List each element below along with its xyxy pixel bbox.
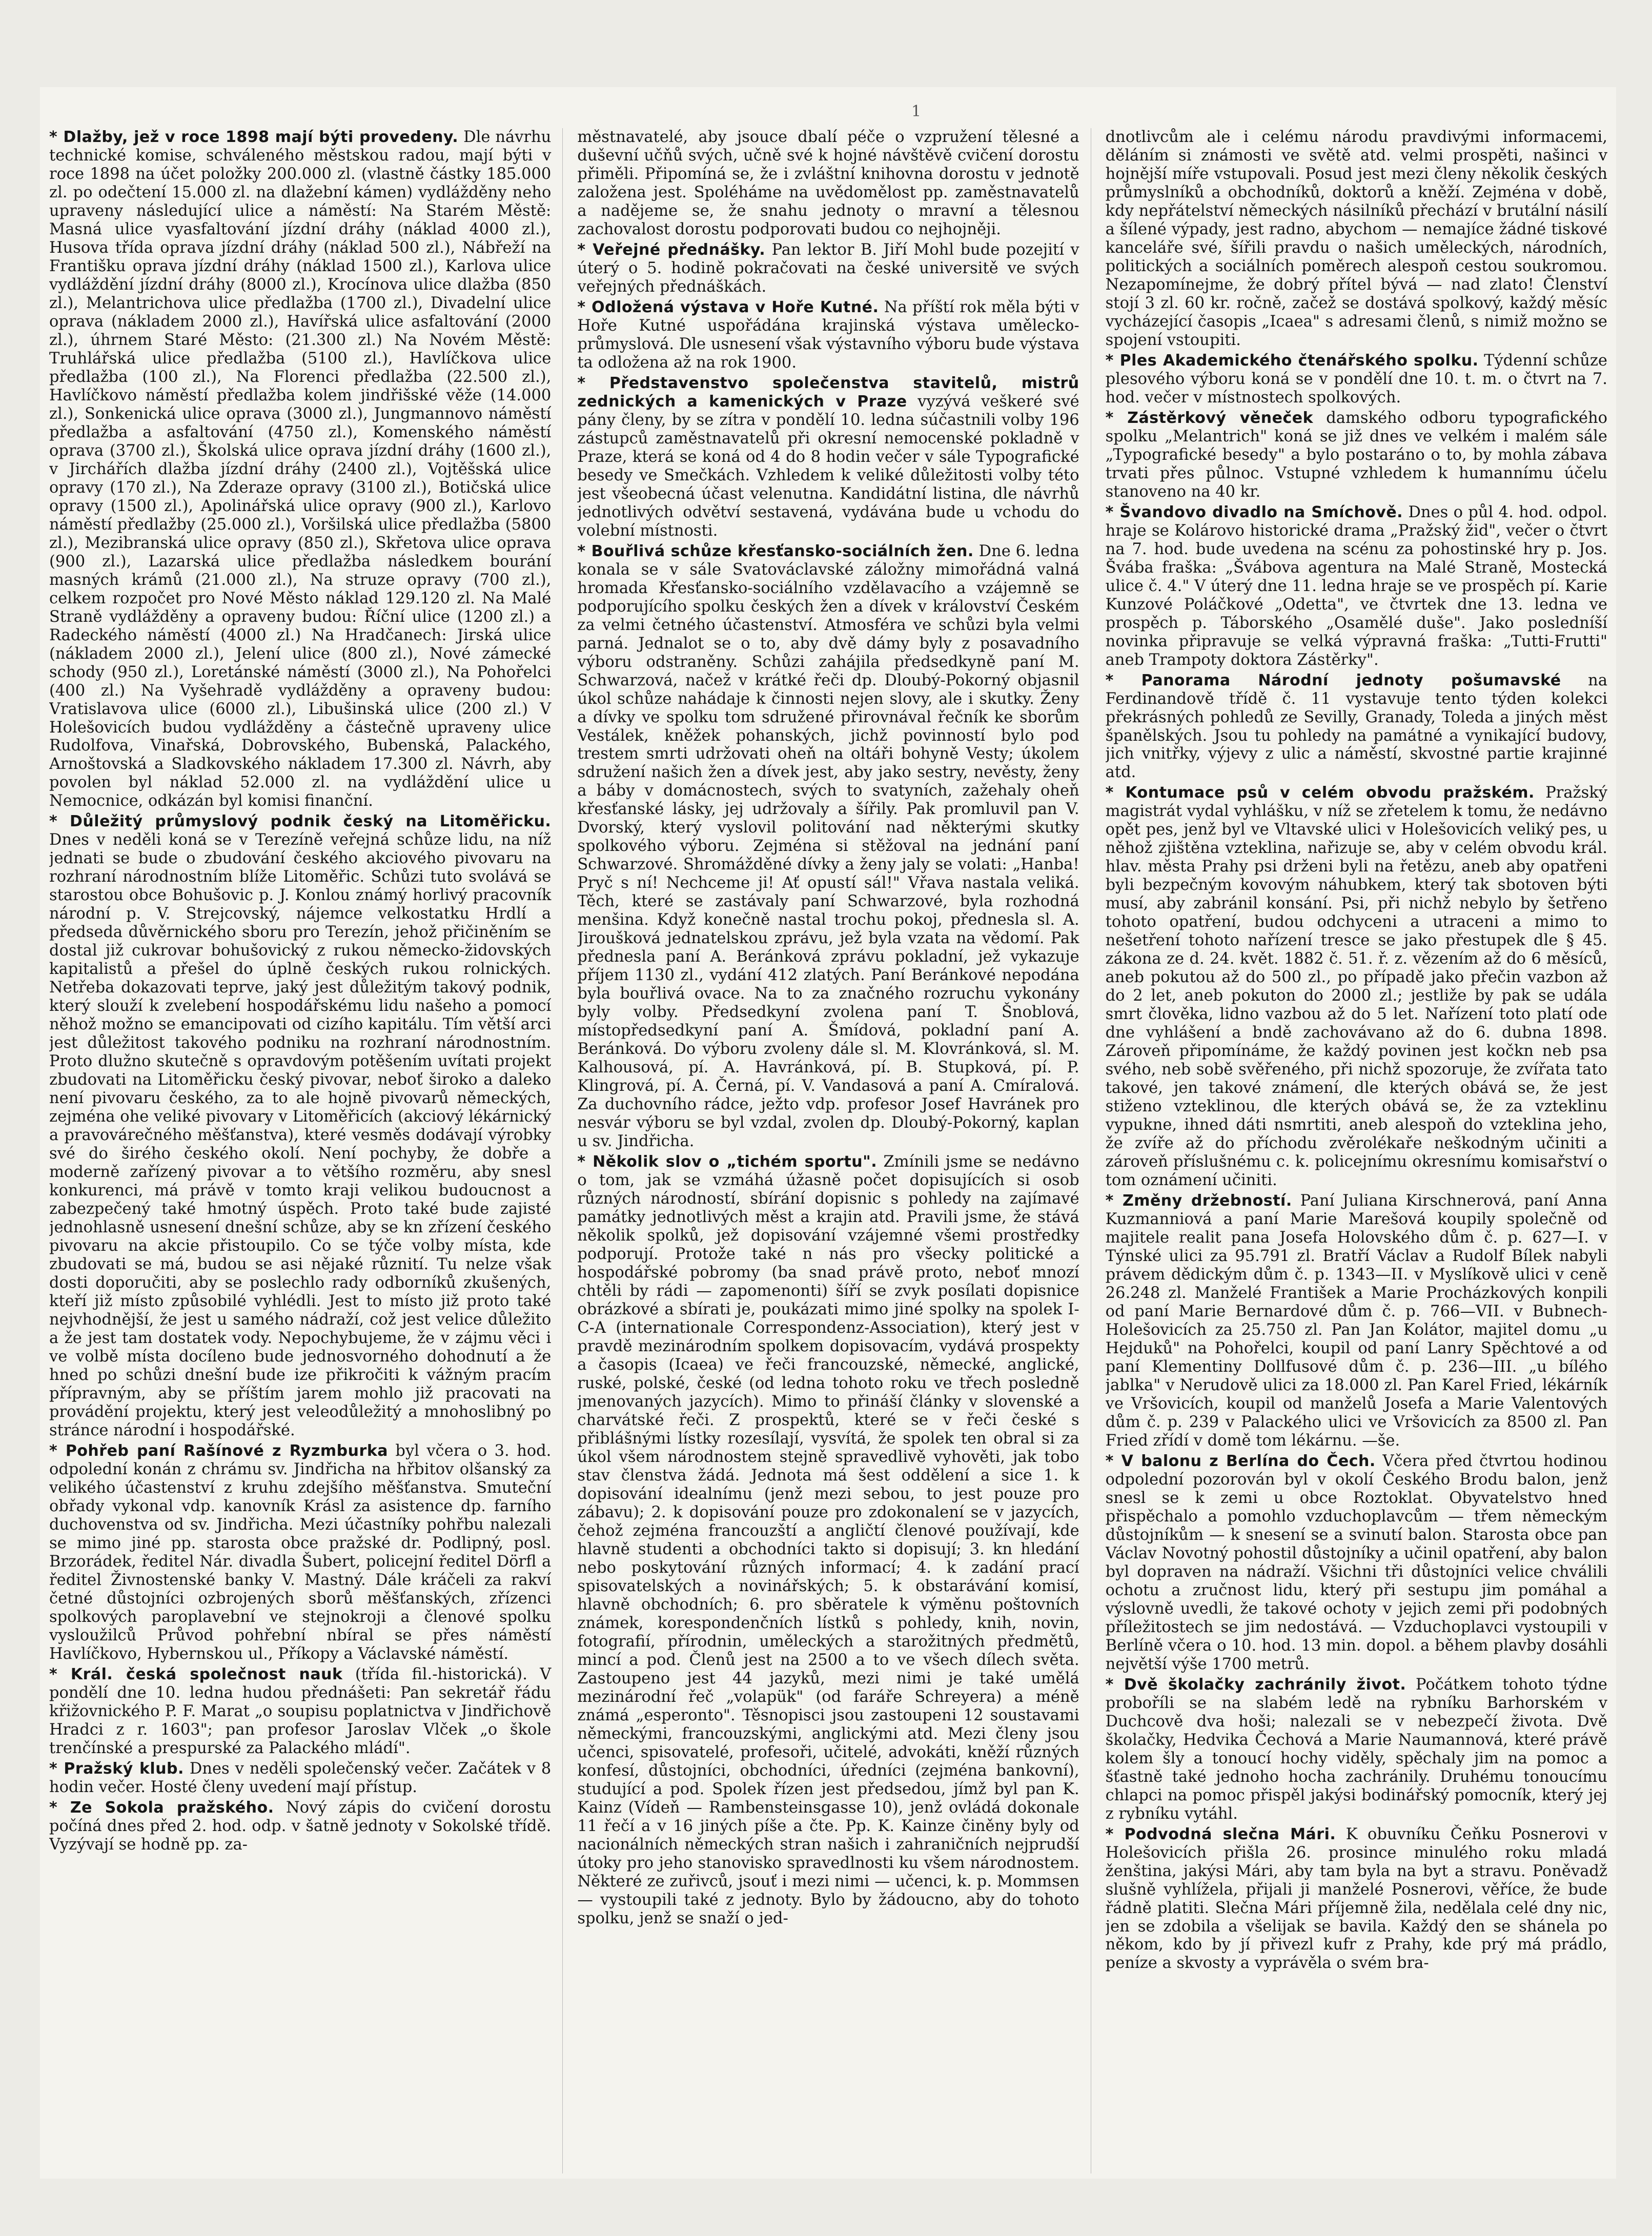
article	[1106, 352, 1607, 407]
article-body: Dne 6. ledna konala se v sále Svatováclavské záložny mimořádná valná hromada Křesťansko-sociálního vzdělavacího a vzájemně se podporujícího spolku českých žen a dívek v království Českém za velmi četného účastenství. Atmosféra ve schůzi byla velmi parná. Jednalot se o to, aby dvě dámy byly z posavadního výboru odstraněny. Schůzi zahájila předsedkyně paní M. Schwarzová, načež v krátké řeči dp. Dloubý-Pokorný objasnil úkol schůze nahádaje k činnosti nejen slovy, ale i skutky. Ženy a dívky ve spolku tom sdružené přirovnával řečník ke sborům Vestálek, kněžek pohanských, jichž povinností bylo pod trestem smrti udržovati oheň na oltáři bohyně Vesty; úkolem sdružení našich žen a dívek jest, aby jako sestry, nevěsty, ženy a báby v domácnostech, svých to svatyních, zažehaly oheň křesťanské lásky, jej udržovaly a šířily. Pak promluvil pan V. Dvorský, který vyslovil politování nad některými skutky spolkového výboru. Zejména si stěžoval na jednání paní Schwarzové. Shromážděné dívky a ženy jaly se volati: „Hanba! Pryč s ní! Nechceme ji! Ať opustí sál!" Vřava nastala veliká. Těch, které se zastávaly paní Schwarzové, byla rozhodná menšina. Když konečně nastal trochu pokoj, přednesla sl. A. Jiroušková jednatelskou zprávu, jež byla vzata na vědomí. Pak přednesla paní A. Beránková zprávu pokladní, jež vykazuje příjem 1130 zl., vydání 412 zlatých. Paní Beránkové nepodána byla bouřlivá ovace. Na to za značného rozruchu vykonány byly volby. Předsedkyní zvolena paní T. Šnoblová, místopředsedkyní paní A. Šmídová, pokladní paní A. Beránková. Do výboru zvoleny dále sl. M. Klovránková, sl. M. Kalhousová, pí. A. Havránková, pí. B. Stupková, pí. P. Klingrová, pí. A. Černá, pí. V. Vandasová a paní A. Cmíralová. Za duchovního rádce, ježto vdp. profesor Josef Havránek pro nesvár výboru se byl vzdal, zvolen dp. Dloubý-Pokorný, kaplan u sv. Jindřicha.	[577, 542, 1079, 1151]
article-body: městnavatelé, aby jsouce dbalí péče o vzpružení tělesné a duševní učňů svých, učně své k hojné návštěvě cvičení dorostu přiměli. Připomíná se, že i zvláštní knihovna dorostu v jednotě založena jest. Spoléháme na uvědomělost pp. zaměstnavatelů a nadějeme se, že snahu jednoty o mravní a tělesnou zachovalost dorostu podporovati budou co nejhojněji.	[577, 128, 1079, 238]
article-headline: * Švandovo divadlo na Smíchově.	[1105, 503, 1403, 521]
article-body: K obuvníku Čeňku Posnerovi v Holešovicích přišla 26. prosince minulého roku mladá ženština, jakýsi Mári, aby tam byla na byt a stravu. Poněvadž slušně vyhlížela, přijali ji manželé Posnerovi, věříce, že bude řádně platiti. Slečna Mári příjemně žila, nedělala celé dny nic, jen se zdobila a všelijak se bavila. Každý den se shánela po někom, kdo by jí přivezl kufr z Prahy, kde prý má prádlo, peníze a skvosty a vyprávěla o svém bra-	[1105, 1825, 1607, 1973]
article-body: Zmínili jsme se nedávno o tom, jak se vzmáhá úžasně počet dopisujících si osob různých národností, sbírání dopisnic s pohledy na zajímavé památky jednotlivých měst a krajin atd. Pravili jsme, že stává několik spolků, jež dopisování vzájemné všemi prostředky podporují. Protože také n nás pro všecky politické a hospodářské pobromy (ba snad právě proto, neboť mnozí chtěli by rádi — zapomenonti) šíří se zvyk posílati dopisnice obrázkové a sbírati je, poukázati mimo jiné spolky na spolek I-C-A (internationale Correspondenz-Association), který jest v pravdě mezinárodním spolkem dopisovacím, vydává prospekty a časopis (Icaea) ve řeči francouzské, německé, anglické, ruské, polské, české (od ledna tohoto roku ve třech posledně jmenovaných jazycích). Mimo to přináší články v slovenské a charvátské řeči. Z prospektů, které se v řeči české s přiblášnými lístky rozesílají, vysvítá, že spolek ten obral si za úkol všem národnostem stejně spravedlivě vyhověti, jak tobo stav členstva žádá. Jednota má šest oddělení a sice 1. k dopisování idealnímu (jenž mezi sebou, to jest pouze pro zábavu); 2. k dopisování pouze pro zdokonalení se v jazycích, čehož zejména francouzští a angličtí členové používají, kde hlavně studenti a obchodníci takto si dopisují; 3. kn hledání nebo poskytování různých informací; 4. k zadání prací spisovatelských a novinářských; 5. k obstarávání komisí, hlavně obchodních; 6. pro sběratele k výměnu poštovních známek, korespondenčních lístků s pohledy, knih, novin, fotografií, přírodnin, uměleckých a starožitných předmětů, mincí a pod. Členů jest na 2500 a to ve všech dílech světa. Zastoupeno jest 44 jazyků, mezi nimi je také umělá mezinárodní řeč „volapük" (od faráře Schreyera) a méně známá „esperonto". Těsnopisci jsou zastoupeni 12 soustavami německými, francouzskými, anglickými atd. Mezi členy jsou učenci, spisovatelé, profesoři, učitelé, advokáti, kněží různých konfesí, důstojníci, obchodníci, úředníci (zejména bankovní), studující a pod. Spolek řízen jest předsedou, jímž byl pan K. Kainz (Vídeň — Rambensteinsgasse 10), jenž ovládá dokonale 11 řečí a v 16 jiných píše a čte. Pp. K. Kainze činěny byly od nacionálních německých stran našich i zahraničních nejprudší útoky pro jeho stanovisko spravedlnosti ku všem národnostem. Některé ze zuřivců, jsouť i mezi nimi — učenci, k. p. Mommsen — vystoupili také z jednoty. Bylo by žádoucno, aby do tohoto spolku, jenž se snaží o jed-	[577, 1153, 1079, 1927]
article-body: Pan lektor B. Jiří Mohl bude pozejití v úterý o 5. hodině pokračovati na české universitě ve svých veřejných přednáškách.	[577, 240, 1079, 296]
article-headline: * Veřejné přednášky.	[577, 240, 766, 259]
article	[1106, 784, 1607, 1190]
column-3	[1106, 128, 1607, 2173]
article-body: Pražský magistrát vydal vyhlášku, v níž se zřetelem k tomu, že nedávno opět pes, jenž byl ve Vltavské ulici v Holešovicích veliký pes, u něhož zjištěna vzteklina, nařizuje se, aby v celém obvodu král. hlav. města Prahy psi drženi byli na řetězu, aneb aby opatřeni byli bezpečným kovovým náhubkem, který tak sbotoven býti musí, aby zabránil konsání. Psi, při nichž nebylo by šetřeno tohoto opatření, budou odchyceni a utraceni a mimo to nešetření tohoto nařízení tresce se jako přestupek dle § 45. zákona ze d. 24. květ. 1882 č. 51. ř. z. vězením až do 6 měsíců, aneb pokutou až do 500 zl., po případě jako přečin vazbon až do 2 let, aneb pokuton do 2000 zl.; jestliže by pak se udála smrt člověka, lidno vazbou až do 5 let. Nařízení toto platí ode dne vyhlášení a bndě zachovávano až do 6. dubna 1898. Zároveň připomínáme, že každý povinen jest kočkn neb psa svého, neb sobě svěřeného, při nichž spozoruje, že zvířata tato takové, jen takové známení, dle kterých obává se, že jest stiženo vzteklinou, dle kterých obává se, že za vzteklinu vypukne, ihned dáti nsmrtiti, aneb alespoň do vzteklina jeho, že zvíře až do příchodu zvěrolékaře neškodným učiniti a zároveň příslušnému c. k. policejnímu okresnímu komisařství o tom oznámení učiniti.	[1105, 784, 1607, 1190]
article	[49, 812, 551, 1439]
article	[577, 374, 1079, 540]
article-body: byl včera o 3. hod. odpolední konán z chrámu sv. Jindřicha na hřbitov olšanský za velikého účastenství z kruhu zdejšího měšťanstva. Smuteční obřady vykonal vdp. kanovník Krásl za asistence dp. farního duchovenstva od sv. Jindřicha. Mezi účastníky pohřbu nalezali se mimo jiné pp. starosta obce pražské dr. Podlipný, posl. Brzorádek, ředitel Nár. divadla Šubert, policejní ředitel Dörfl a ředitel Živnostenské banky V. Mastný. Dále kráčeli za rakví četné důstojníci ozbrojených sborů měšťanských, zřízenci spolkových paroplavební ve stejnokroji a členové spolku vysloužilců Průvod pohřební nbíral se přes náměstí Havlíčkovo, Hybernskou ul., Příkopy a Václavské náměstí.	[49, 1441, 552, 1663]
article-headline: * V balonu z Berlína do Čech.	[1105, 1452, 1376, 1470]
article-headline: * Změny držebností.	[1105, 1192, 1292, 1210]
article	[577, 128, 1079, 239]
article-headline: * Ples Akademického čtenářského spolku.	[1105, 351, 1479, 370]
article	[577, 241, 1079, 296]
article	[1106, 1452, 1607, 1674]
article-headline: * Pražský klub.	[49, 1759, 184, 1778]
article-body: na Ferdinandově třídě č. 11 vystavuje tento týden kolekci překrásných pohledů ze Sevilly, Granady, Toleda a jiných měst španělských. Jsou tu pohledy na památné a vynikající budovy, jich vnitřky, výjevy z ulic a náměstí, skvostné partie krajinné atd.	[1105, 671, 1607, 782]
article-headline: * Odložená výstava v Hoře Kutné.	[577, 298, 879, 316]
page-mark: 1	[911, 103, 922, 120]
article-body: Na příští rok měla býti v Hoře Kutné uspořádána krajinská výstava umělecko-průmyslová. Dle usnesení však výstavního výboru bude výstava ta odložena až na rok 1900.	[577, 298, 1079, 372]
article	[49, 1442, 551, 1663]
article-headline: * Bouřlivá schůze křesťansko-sociálních žen.	[577, 542, 974, 560]
article-body: Včera před čtvrtou hodinou odpolední pozorován byl v okolí Českého Brodu balon, jenž snesl se k zemi u obce Roztoklat. Obyvatelstvo hned přispěchalo a pomohlo vzduchoplavcům — třem německým důstojníkům — k snesení se a svinutí balon. Starosta obce pan Václav Novotný pohostil důstojníky a učinil opatření, aby balon byl dopraven na nádraží. Všichni tři důstojníci velice chválili ochotu a zručnost lidu, který při sestupu jim pomáhal a výslovně uvedli, že takové ochoty v jejich zemi při podobných příležitostech se jim nedostává. — Vzduchoplavci vystoupili v Berlíně včera o 10. hod. 13 min. dopol. a během plavby dosáhli největší výše 1700 metrů.	[1105, 1452, 1607, 1673]
article-headline: * Podvodná slečna Mári.	[1105, 1825, 1336, 1843]
article	[49, 1760, 551, 1797]
article-headline: * Kontumace psů v celém obvodu pražském.	[1105, 784, 1535, 802]
newspaper-page	[40, 87, 1616, 2179]
columns-container	[49, 128, 1607, 2173]
article-body: Nový zápis do cvičení dorostu počíná dnes před 2. hod. odp. v šatně jednoty v Sokolské třídě. Vyzývají se hodně pp. za-	[49, 1798, 552, 1854]
article	[1106, 503, 1607, 669]
article-body: Dnes v neděli koná se v Terezíně veřejná schůze lidu, na níž jednati se bude o zbudování českého akciového pivovaru na rozhraní národnostním blíže Litoměřic. Schůzi tuto svolává se starostou obce Bohušovic p. J. Konlou známý horlivý pracovník národní p. V. Strejcovský, nájemce velkostatku Hrdlí a předseda důvěrnického sboru pro Terezín, jehož přičiněním se dostal již cukrovar bohušovický z rukou německo-židovských kapitalistů a přešel do úplně českých rukou rolnických. Netřeba dokazovati teprve, jaký jest důležitým takový podnik, který slouží k zvelebení hospodářskému lidu našeho a pomocí něhož možno se emancipovati od cizího kapitálu. Tím větší arci jest důležitost takového podniku na rozhraní národnostním. Proto dlužno skutečně s opravdovým potěšením uvítati projekt zbudovati na Litoměřicku český pivovar, neboť široko a daleko není pivovaru českého, za to ale hojně pivovarů německých, zejména ohe veliké pivovary v Litoměřicích (akciový lékárnický a pravovárečného měšťanstva), které vesměs dodávají výrobky své do širého českého okolí. Není pochyby, že dobře a moderně zařízený pivovar a to většího rozměru, aby snesl konkurenci, má právě v tomto kraji velikou budoucnost a zabezpečený také hmotný úspěch. Proto také bude zajisté jednohlasně usnesení dnešní schůze, aby se kn zřízení českého pivovaru na akcie přistoupilo. Co se týče volby místa, kde zbudovati se má, budou se asi nějaké různití. Tu nelze však dosti doporučiti, aby se poslechlo rady odborníků zkušených, kteří již místo způsobilé vyhlédli. Jest to místo již proto také nejvhodnější, že jest u samého nádraží, což jest velice důležito a že jest tam dostatek vody. Nepochybujeme, že v zájmu věci i ve volbě místa docíleno bude jednosvorného dohodnutí a že hned po schůzi dnešní bude ize přikročiti k vážným pracím přípravným, aby se příštím jarem mohlo již pracovati na provádění projektu, který jest veleodůležitý a mnohoslibný po stránce národní i hospodářské.	[49, 831, 552, 1439]
article-headline: * Důležitý průmyslový podnik český na Litoměřicku.	[49, 812, 552, 831]
article	[1106, 672, 1607, 782]
article	[1106, 1192, 1607, 1450]
article	[49, 128, 551, 810]
article-headline: * Dlažby, jež v roce 1898 mají býti provedeny.	[49, 128, 459, 146]
article-body: Paní Juliana Kirschnerová, paní Anna Kuzmanniová a paní Marie Marešová koupily společně od majitele realit pana Josefa Holovského dům č. p. 627—I. v Týnské ulici za 95.791 zl. Bratří Václav a Rudolf Bílek nabyli právem dědickým dům č. p. 1343—II. v Myslíkově ulici v ceně 26.248 zl. Manželé František a Marie Procházkových konpili od paní Marie Bernardové dům č. p. 766—VII. v Bubnech-Holešovicích za 25.750 zl. Pan Jan Kolátor, majitel domu „u Hejduků" na Pohořelci, koupil od paní Lanry Spěchtové a od paní Klementiny Dollfusové dům č. p. 236—III. „u bílého jablka" v Nerudově ulici za 18.000 zl. Pan Karel Fried, lékárník ve Vršovicích, koupil od manželů Josefa a Marie Valentových dům č. p. 239 v Palackého ulici ve Vršovicích za 8500 zl. Pan Fried zřídí v domě tom lékárnu. —še.	[1105, 1192, 1607, 1450]
article-body: damského odboru typografického spolku „Melantrich" koná se již dnes ve velkém i malém sále „Typografické besedy" a bylo postaráno o to, by mohla zábava trvati přes půlnoc. Vstupné vzhledem k humannímu účelu stanoveno na 40 kr.	[1105, 409, 1607, 501]
article	[49, 1665, 551, 1758]
article-body: dnotlivcům ale i celému národu pravdivými informacemi, děláním si známosti ve světě atd. velmi prospěti, našinci v hojnější míře vstupovali. Posud jest mezi členy několik českých průmyslníků a obchodníků, doktorů a kněží. Zejména v době, kdy nepřátelství německých násilníků přechází v brutální násilí a šílené výpady, jest radno, abychom — nemajíce žádné tiskové kanceláře své, šířili pravdu o našich uměleckých, národních, politických a sociálních poměrech alespoň cestou soukromou. Nezapomínejme, že dobrý přítel bývá — nad zlato! Členství stojí 3 zl. 60 kr. ročně, začež se dostává spolkový, každý měsíc vycházející časopis „Icaea" s adresami členů, s nimiž možno se spojení vstoupiti.	[1105, 128, 1607, 349]
article-body: (třída fil.-historická). V pondělí dne 10. ledna hudou přednášeti: Pan sekretář řádu křižovnického P. F. Marat „o soupisu poplatnictva v Jindřichově Hradci z r. 1603"; pan profesor Jaroslav Vlček „o škole trenčínské a prespurské za Palackého mládí".	[49, 1665, 552, 1757]
article-body: Dnes v neděli společenský večer. Začátek v 8 hodin večer. Hosté členy uvedení mají přístup.	[49, 1759, 552, 1796]
column-2	[577, 128, 1091, 2173]
article-body: vyzývá veškeré své pány členy, by se zítra v pondělí 10. ledna súčastnili volby 196 zástupců zaměstnavatelů při okresní nemocenské pokladně v Praze, která se koná od 4 do 8 hodin večer v sále Typografické besedy ve Smečkách. Vzhledem k veliké důležitosti volby této jest všeobecná účast velenutna. Kandidátní listina, dle návrhů jednotlivých odvětví sestavená, vydávána bude u vchodu do volební místnosti.	[577, 392, 1079, 540]
article-headline: * Ze Sokola pražského.	[49, 1798, 274, 1817]
article-body: Dnes o půl 4. hod. odpol. hraje se Kolárovo historické drama „Pražský žid", večer o čtvrt na 7. hod. bude uvedena na scénu za pohostinské hry p. Jos. Švába fraška: „Švábova agentura na Malé Straně, Mostecká ulice č. 4." V úterý dne 11. ledna hraje se ve prospěch pí. Karie Kunzové Poláčkové „Odetta", ve čtvrtek dne 13. ledna ve prospěch p. Táborského „Osamělé duše". Jako posledníší novinka připravuje se velká výpravná fraška: „Tutti-Frutti" aneb Trampoty doktora Zástěrky".	[1105, 503, 1607, 669]
article-headline: * Král. česká společnost nauk	[49, 1665, 343, 1683]
article	[49, 1799, 551, 1854]
article-headline: * Zástěrkový věneček	[1105, 409, 1314, 427]
article-body: Týdenní schůze plesového výboru koná se v pondělí dne 10. t. m. o čtvrt na 7. hod. večer v místnostech spolkových.	[1105, 351, 1607, 406]
article-headline: * Pohřeb paní Rašínové z Ryzmburka	[49, 1441, 389, 1460]
article	[1106, 409, 1607, 501]
article-body: Dle návrhu technické komise, schváleného městskou radou, mají býti v roce 1898 na účet položky 200.000 zl. (vlastně částky 185.000 zl. po odečtení 15.000 zl. na dlažební kámen) vydlážděny neho upraveny následující ulice a náměstí: Na Starém Městě: Masná ulice vyasfaltování jízdní dráhy (náklad 4000 zl.), Husova třída oprava jízdní dráhy (náklad 500 zl.), Nábřeží na Františku oprava jízdní dráhy (náklad 1500 zl.), Karlova ulice vydláždění jízdní dráhy (8000 zl.), Krocínova ulice dlažba (850 zl.), Melantrichova ulice předlažba (1700 zl.), Divadelní ulice oprava (nákladem 2000 zl.), Havířská ulice asfaltování (2000 zl.), úhrnem Staré Město: (21.300 zl.) Na Novém Městě: Truhlářská ulice předlažba (5100 zl.), Havlíčkova ulice předlažba (100 zl.), Na Florenci předlažba (22.500 zl.), Havlíčkovo náměstí předlažba kolem jindřišské věže (14.000 zl.), Sonkenická ulice oprava (3000 zl.), Jungmannovo náměstí předlažba a asfaltování (4750 zl.), Komenského náměstí oprava (3700 zl.), Školská ulice oprava jízdní dráhy (1600 zl.), v Jirchářích dlažba jízdní dráhy (2400 zl.), Vojtěšská ulice opravy (170 zl.), Na Zderaze opravy (3100 zl.), Botičská ulice opravy (1500 zl.), Apolinářská ulice opravy (900 zl.), Karlovo náměstí předlažby (25.000 zl.), Voršilská ulice předlažba (5800 zl.), Mezibranská ulice opravy (850 zl.), Skřetova ulice oprava (900 zl.), Lazarská ulice předlažba následkem bourání masných krámů (21.000 zl.), Na struze opravy (700 zl.), celkem rozpočet pro Nové Město náklad 129.120 zl. Na Malé Straně vydlážděny a opraveny budou: Říční ulice (1200 zl.) a Radeckého náměstí (4000 zl.) Na Hradčanech: Jirská ulice (nákladem 2000 zl.), Jelení ulice (800 zl.), Nové zámecké schody (950 zl.), Loretánské náměstí (3000 zl.), Na Pohořelci (400 zl.) Na Vyšehradě vydlážděny a opraveny budou: Vratislavova ulice (6000 zl.), Libušinská ulice (200 zl.) V Holešovicích budou vydlážděny a částečně upraveny ulice Rudolfova, Vinařská, Dobrovského, Bubenská, Palackého, Arnoštovská a Sladkovského nákladem 17.300 zl. Návrh, aby povolen byl náklad 52.000 zl. na vydláždění ulice u Nemocnice, odkázán byl komisi finanční.	[49, 128, 552, 810]
article	[577, 298, 1079, 372]
article	[577, 542, 1079, 1151]
article	[1106, 128, 1607, 350]
article-headline: * Představenstvo společenstva stavitelů, mistrů zednických a kamenických v Praze	[577, 374, 1079, 411]
article	[577, 1153, 1079, 1927]
article	[1106, 1676, 1607, 1823]
article-headline: * Panorama Národní jednoty pošumavské	[1105, 671, 1561, 689]
column-1	[49, 128, 563, 2173]
article-headline: * Dvě školačky zachránily život.	[1105, 1675, 1406, 1694]
article-body: Počátkem tohoto týdne proboříli se na slabém ledě na rybníku Barhorském v Duchcově dva hoši; nalezali se v nebezpečí života. Dvě školačky, Hedvika Čechová a Marie Naumannová, které právě kolem šly a tonoucí hochy viděly, spěchaly jim na pomoc a šťastně také jednoho hocha zachránily. Druhému tonoucímu chlapci na pomoc přispěl jakýsi bodinářský pomocník, který jej z rybníku vytáhl.	[1105, 1675, 1607, 1823]
article	[1106, 1825, 1607, 1973]
article-headline: * Několik slov o „tichém sportu".	[577, 1153, 878, 1171]
